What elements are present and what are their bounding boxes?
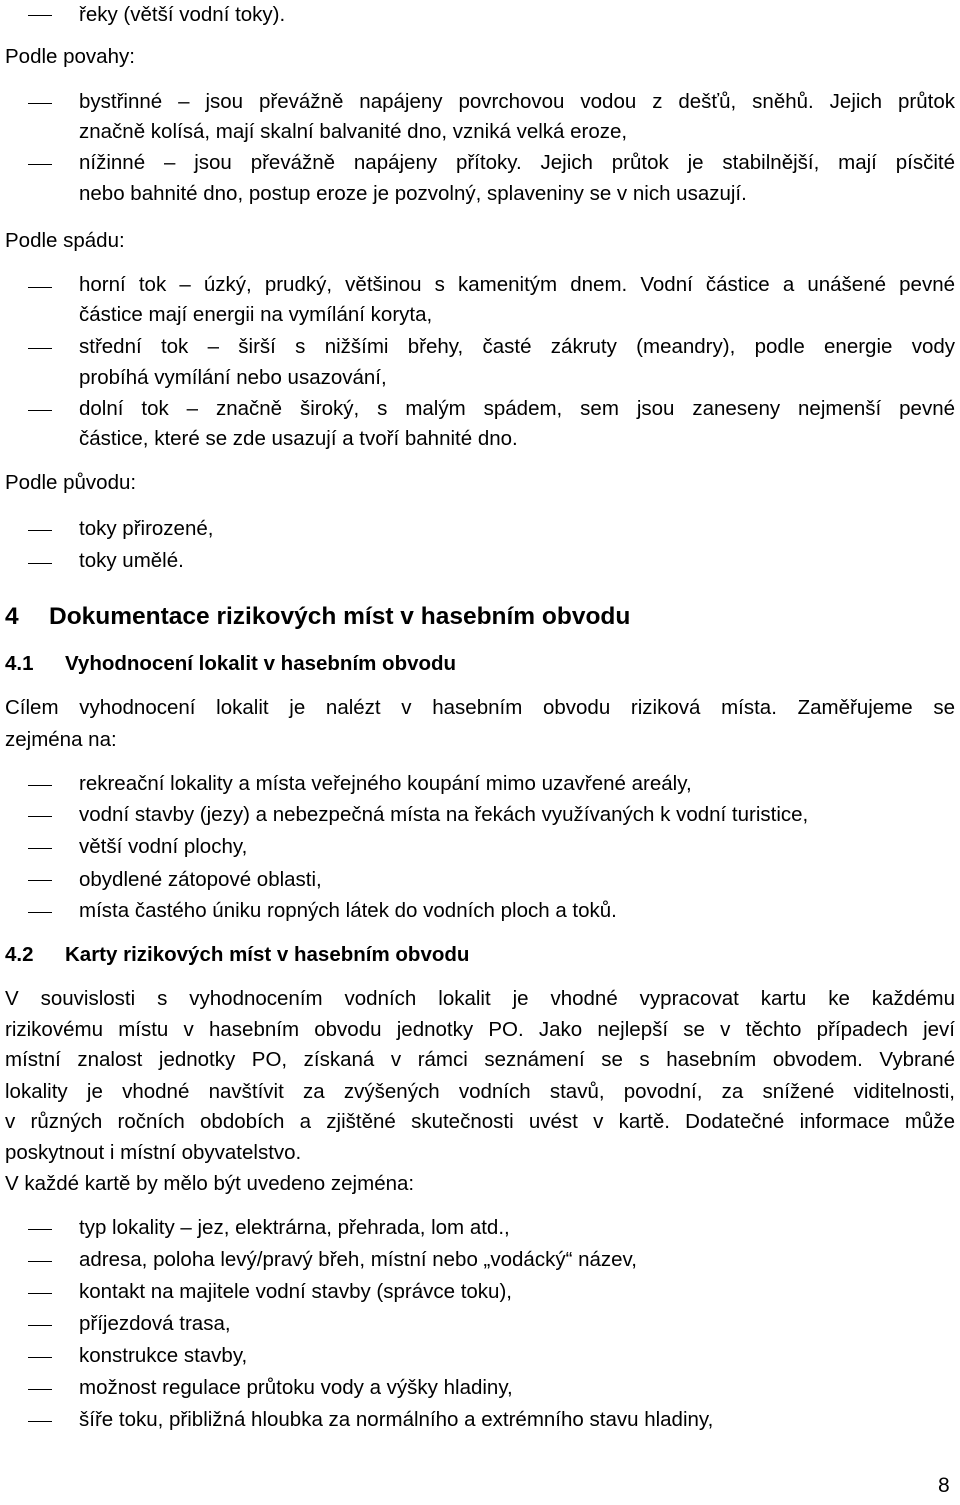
- list-item: toky přirozené,: [79, 517, 214, 540]
- list-dash: [28, 1389, 52, 1390]
- list-item-line: částice, které se zde usazují a tvoří bahnité dno.: [79, 427, 518, 450]
- list-dash: [28, 530, 52, 531]
- list-item: rekreační lokality a místa veřejného koupání mimo uzavřené areály,: [79, 772, 692, 795]
- list-dash: [28, 1229, 52, 1230]
- subsection-number: 4.2: [5, 943, 34, 966]
- list-item: konstrukce stavby,: [79, 1344, 248, 1367]
- list-item: možnost regulace průtoku vody a výšky hladiny,: [79, 1376, 513, 1399]
- list-dash: [28, 15, 52, 16]
- section-label: Podle spádu:: [5, 229, 125, 252]
- list-item-line: střední tok – širší s nižšími břehy, časté zákruty (meandry), podle energie vody: [79, 335, 955, 358]
- page-number: 8: [938, 1474, 950, 1497]
- list-dash: [28, 880, 52, 881]
- paragraph-line: rizikovému místu v hasebním obvodu jednotky PO. Jako nejlepší se v těchto případech jeví: [5, 1018, 955, 1041]
- paragraph-line: místní znalost jednotky PO, získaná v rámci seznámení se s hasebním obvodem. Vybrané: [5, 1048, 955, 1071]
- list-item-line: částice mají energii na vymílání koryta,: [79, 303, 433, 326]
- list-item: větší vodní plochy,: [79, 835, 248, 858]
- list-item-line: nížinné – jsou převážně napájeny přítoky. Jejich průtok je stabilnější, mají písčité: [79, 151, 955, 174]
- list-dash: [28, 1421, 52, 1422]
- list-dash: [28, 348, 52, 349]
- list-dash: [28, 1293, 52, 1294]
- list-dash: [28, 816, 52, 817]
- paragraph-line: v různých ročních obdobích a zjištěné skutečnosti uvést v kartě. Dodatečné informace může: [5, 1110, 955, 1133]
- list-dash: [28, 410, 52, 411]
- list-dash: [28, 103, 52, 104]
- section-title: Dokumentace rizikových míst v hasebním obvodu: [49, 603, 631, 630]
- paragraph-line: poskytnout i místní obyvatelstvo.: [5, 1141, 302, 1164]
- subsection-number: 4.1: [5, 652, 34, 675]
- list-item: příjezdová trasa,: [79, 1312, 231, 1335]
- list-dash: [28, 848, 52, 849]
- paragraph-line: Cílem vyhodnocení lokalit je nalézt v hasebním obvodu riziková místa. Zaměřujeme se: [5, 696, 955, 719]
- list-item: kontakt na majitele vodní stavby (správce toku),: [79, 1280, 512, 1303]
- list-item: šíře toku, přibližná hloubka za normálního a extrémního stavu hladiny,: [79, 1408, 714, 1431]
- list-dash: [28, 785, 52, 786]
- list-dash: [28, 1325, 52, 1326]
- list-item: místa častého úniku ropných látek do vodních ploch a toků.: [79, 899, 617, 922]
- list-item: řeky (větší vodní toky).: [79, 3, 286, 26]
- list-item: typ lokality – jez, elektrárna, přehrada, lom atd.,: [79, 1216, 510, 1239]
- list-item: obydlené zátopové oblasti,: [79, 868, 322, 891]
- section-label: Podle původu:: [5, 471, 137, 494]
- subsection-title: Karty rizikových míst v hasebním obvodu: [65, 943, 470, 966]
- list-item-line: dolní tok – značně široký, s malým spádem, sem jsou zaneseny nejmenší pevné: [79, 397, 955, 420]
- list-dash: [28, 912, 52, 913]
- paragraph-line: lokality je vhodné navštívit za zvýšených vodních stavů, povodní, za snížené viditelnosti,: [5, 1080, 955, 1103]
- paragraph-line: zejména na:: [5, 728, 117, 751]
- paragraph-lead: V každé kartě by mělo být uvedeno zejména:: [5, 1172, 415, 1195]
- section-label: Podle povahy:: [5, 45, 135, 68]
- list-dash: [28, 287, 52, 288]
- list-dash: [28, 164, 52, 165]
- list-item-line: horní tok – úzký, prudký, většinou s kamenitým dnem. Vodní částice a unášené pevné: [79, 273, 955, 296]
- list-dash: [28, 1357, 52, 1358]
- list-item: toky umělé.: [79, 549, 184, 572]
- paragraph-line: V souvislosti s vyhodnocením vodních lokalit je vhodné vypracovat kartu ke každému: [5, 987, 955, 1010]
- list-item-line: bystřinné – jsou převážně napájeny povrchovou vodou z dešťů, sněhů. Jejich průtok: [79, 90, 955, 113]
- list-item-line: nebo bahnité dno, postup eroze je pozvolný, splaveniny se v nich usazují.: [79, 182, 747, 205]
- list-item-line: značně kolísá, mají skalní balvanité dno, vzniká velká eroze,: [79, 120, 628, 143]
- section-number: 4: [5, 603, 19, 630]
- subsection-title: Vyhodnocení lokalit v hasebním obvodu: [65, 652, 457, 675]
- list-item-line: probíhá vymílání nebo usazování,: [79, 366, 387, 389]
- list-dash: [28, 1261, 52, 1262]
- list-item: adresa, poloha levý/pravý břeh, místní nebo „vodácký“ název,: [79, 1248, 637, 1271]
- list-dash: [28, 563, 52, 564]
- list-item: vodní stavby (jezy) a nebezpečná místa na řekách využívaných k vodní turistice,: [79, 803, 809, 826]
